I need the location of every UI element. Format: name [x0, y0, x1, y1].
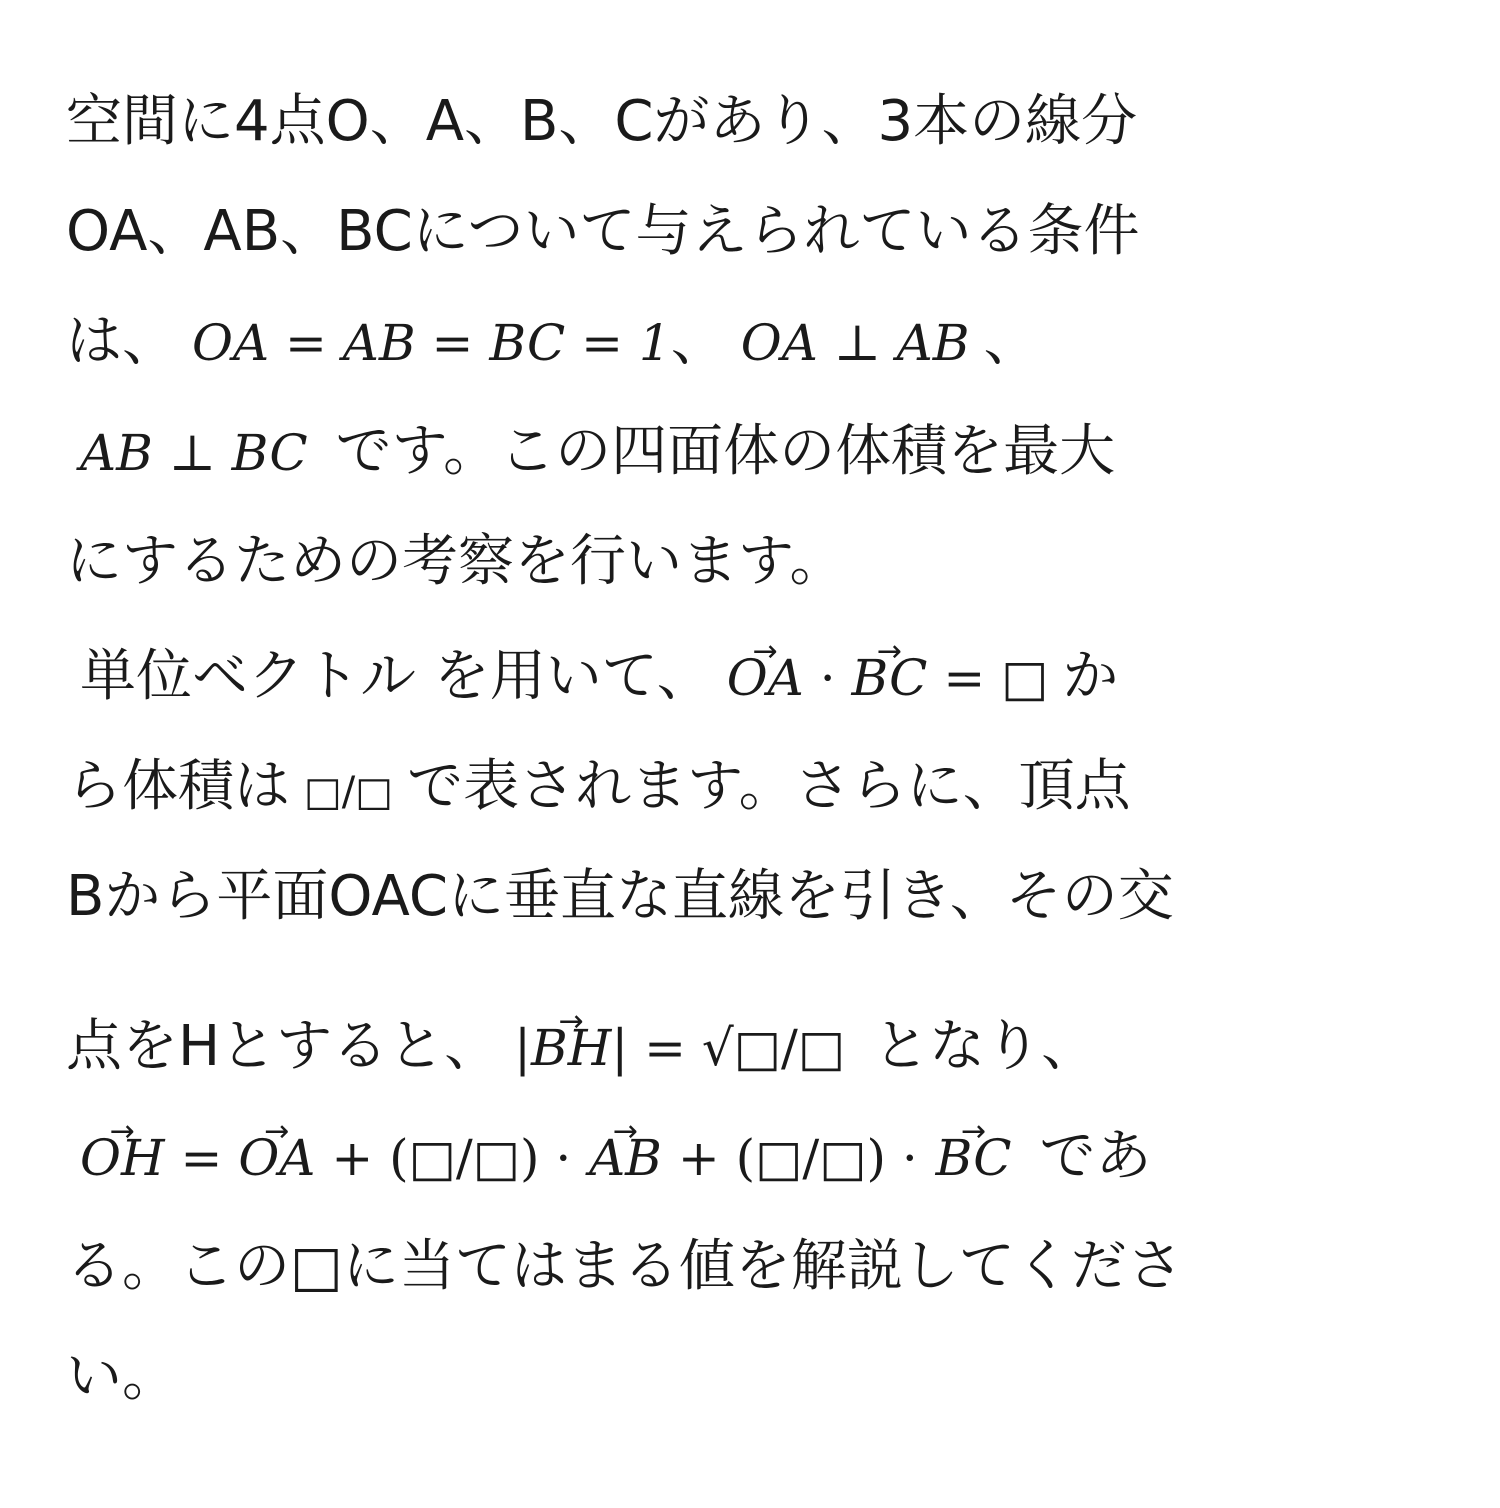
problem-line-2 — [66, 192, 1140, 272]
dot-product-expression: → OA · → BC — [727, 649, 944, 707]
problem-line-10 — [66, 1117, 1152, 1197]
condition-oa-perp-ab: OA ⊥ AB — [740, 314, 970, 372]
line-2-text: OA、AB、BCについて与えられている条件 — [66, 199, 1140, 264]
ab-vector: → AB — [589, 1129, 678, 1187]
line-3-separator: 、 — [670, 309, 727, 374]
problem-line-12 — [66, 1337, 178, 1417]
line-6-text: 単位ベクトル を用いて、 — [80, 644, 713, 709]
problem-line-11 — [66, 1227, 1183, 1307]
condition-equal-lengths: OA = AB = BC = 1 — [192, 314, 671, 372]
volume-blank: □/□ — [304, 769, 394, 815]
line-3-suffix: 、 — [983, 309, 1040, 374]
line-12-text: い。 — [66, 1344, 178, 1409]
oh-vector: → OH — [80, 1129, 181, 1187]
line-5-text: にするための考察を行います。 — [66, 529, 846, 594]
problem-line-4 — [66, 412, 1115, 492]
oh-equals: = — [180, 1129, 239, 1187]
problem-line-6 — [66, 637, 1118, 717]
line-6-suffix: か — [1062, 644, 1119, 709]
line-10-suffix: であ — [1039, 1124, 1152, 1189]
line-3-prefix: は、 — [66, 309, 178, 374]
line-9-suffix: となり、 — [873, 1014, 1098, 1079]
problem-line-8 — [66, 857, 1174, 937]
line-7-suffix: で表されます。さらに、頂点 — [407, 754, 1131, 819]
line-11-text: る。この□に当てはまる値を解説してくださ — [66, 1234, 1183, 1299]
line-7-prefix: ら体積は — [66, 754, 290, 819]
coefficient-1-blank: + (□/□) · — [331, 1129, 572, 1187]
problem-line-3 — [66, 302, 1040, 382]
dot-product-blank: = □ — [943, 649, 1049, 707]
problem-line-1 — [66, 82, 1137, 162]
line-8-text: Bから平面OACに垂直な直線を引き、その交 — [66, 864, 1174, 929]
oa-vector: → OA — [238, 1129, 331, 1187]
bh-length-blank: = √□/□ — [644, 1019, 846, 1077]
line-4-text: です。この四面体の体積を最大 — [335, 419, 1116, 484]
line-1-text: 空間に4点O、A、B、Cがあり、3本の線分 — [66, 89, 1138, 154]
problem-line-7 — [66, 747, 1131, 827]
line-9-prefix: 点をHとすると、 — [66, 1014, 501, 1079]
condition-ab-perp-bc: AB ⊥ BC — [80, 424, 308, 482]
problem-line-5 — [66, 522, 846, 602]
bh-length-expression: |→ BH| — [514, 1019, 644, 1077]
coefficient-2-blank: + (□/□) · — [677, 1129, 918, 1187]
problem-line-9 — [66, 1007, 1097, 1087]
bc-vector: → BC — [936, 1129, 1012, 1187]
